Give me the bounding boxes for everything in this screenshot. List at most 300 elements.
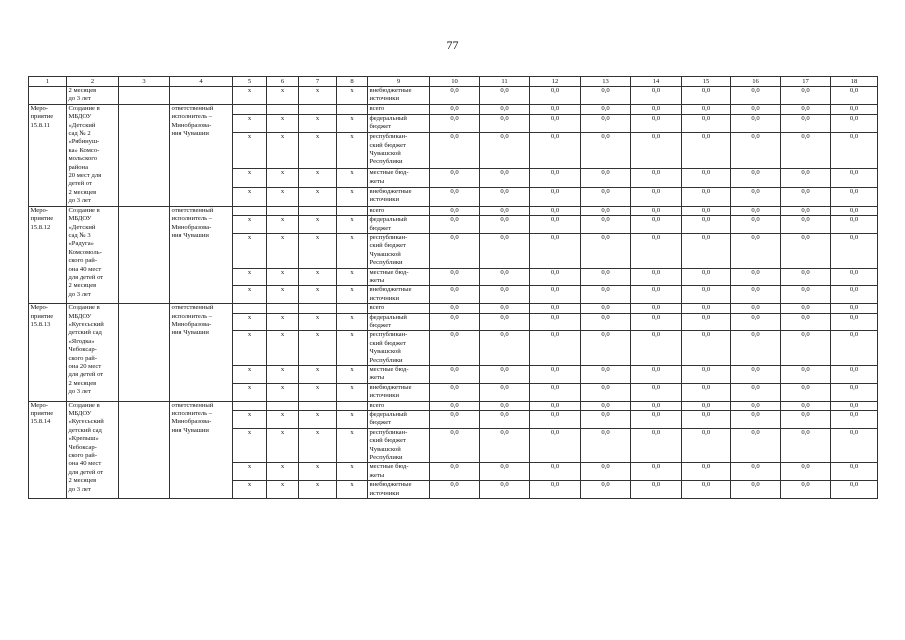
mark-cell	[299, 401, 337, 410]
value-cell: 0,0	[430, 216, 480, 234]
mark-cell: х	[233, 383, 267, 401]
value-cell: 0,0	[480, 331, 530, 366]
value-cell: 0,0	[731, 114, 781, 133]
mark-cell: х	[233, 411, 267, 429]
header-cell-7: 7	[299, 77, 337, 87]
cell-line: ского рай-	[68, 452, 98, 460]
measure-name-cell	[67, 104, 119, 206]
cell-line: 2 месяцев	[68, 379, 97, 387]
value-cell: 0,0	[781, 233, 831, 268]
mark-cell: х	[337, 463, 368, 481]
value-cell: 0,0	[430, 411, 480, 429]
cell-line: 20 мест для	[68, 172, 102, 180]
cell-line: внебюджетные	[369, 188, 412, 196]
mark-cell: х	[233, 233, 267, 268]
value-cell: 0,0	[581, 383, 631, 401]
value-cell: 0,0	[530, 383, 581, 401]
cell-line: Чувашской	[369, 348, 401, 356]
activity-id-cell	[29, 206, 67, 303]
value-cell: 0,0	[430, 286, 480, 304]
cell-line: «Детский	[68, 223, 96, 231]
cell-line: 15.8.11	[30, 121, 51, 129]
cell-line: Минобразова-	[171, 418, 212, 426]
funding-source-cell	[368, 133, 430, 169]
value-cell: 0,0	[731, 188, 781, 207]
value-cell: 0,0	[682, 313, 731, 331]
funding-source-cell	[368, 481, 430, 499]
mark-cell: х	[267, 463, 299, 481]
mark-cell	[337, 401, 368, 410]
mark-cell: х	[337, 331, 368, 366]
value-cell: 0,0	[831, 268, 878, 286]
cell-line: до 3 лет	[68, 485, 91, 493]
value-cell: 0,0	[581, 313, 631, 331]
mark-cell: х	[233, 216, 267, 234]
cell-line: Республики	[369, 454, 403, 462]
cell-line: Республики	[369, 158, 403, 166]
value-cell: 0,0	[480, 401, 530, 410]
cell-line: «Крепыш»	[68, 435, 99, 443]
value-cell: 0,0	[682, 366, 731, 384]
value-cell: 0,0	[631, 411, 682, 429]
mark-cell	[299, 104, 337, 114]
value-cell: 0,0	[831, 383, 878, 401]
value-cell: 0,0	[530, 87, 581, 105]
mark-cell: х	[299, 481, 337, 499]
mark-cell	[299, 304, 337, 313]
value-cell: 0,0	[731, 169, 781, 188]
cell-line: ка» Комсо-	[68, 146, 100, 154]
value-cell: 0,0	[430, 463, 480, 481]
mark-cell: х	[267, 331, 299, 366]
cell-line: ского рай-	[68, 257, 98, 265]
funding-source-cell	[368, 313, 430, 331]
header-cell-3: 3	[119, 77, 170, 87]
mark-cell: х	[233, 268, 267, 286]
value-cell: 0,0	[781, 383, 831, 401]
value-cell: 0,0	[682, 133, 731, 169]
value-cell: 0,0	[581, 304, 631, 313]
value-cell: 0,0	[430, 428, 480, 463]
header-cell-9: 9	[368, 77, 430, 87]
value-cell: 0,0	[631, 304, 682, 313]
cell-line: федеральный	[369, 313, 407, 321]
value-cell: 0,0	[831, 304, 878, 313]
value-cell: 0,0	[682, 428, 731, 463]
mark-cell: х	[233, 463, 267, 481]
mark-cell	[267, 206, 299, 215]
cell-line: местные бюд-	[369, 169, 409, 177]
value-cell: 0,0	[480, 216, 530, 234]
cell-line: сад № 2	[68, 130, 91, 138]
value-cell: 0,0	[581, 401, 631, 410]
mark-cell: х	[267, 313, 299, 331]
funding-source-cell	[368, 401, 430, 410]
mark-cell: х	[299, 233, 337, 268]
value-cell: 0,0	[781, 428, 831, 463]
cell-line: до 3 лет	[68, 388, 91, 396]
cell-line: ния Чувашии	[171, 426, 209, 434]
mark-cell: х	[299, 366, 337, 384]
cell-line: Чувашской	[369, 150, 401, 158]
header-cell-18: 18	[831, 77, 878, 87]
cell-line: ния Чувашии	[171, 329, 209, 337]
mark-cell: х	[299, 331, 337, 366]
value-cell: 0,0	[480, 188, 530, 207]
value-cell: 0,0	[631, 133, 682, 169]
value-cell: 0,0	[430, 366, 480, 384]
table-row	[29, 206, 878, 215]
cell-line: федеральный	[369, 114, 407, 122]
value-cell: 0,0	[480, 169, 530, 188]
mark-cell: х	[233, 313, 267, 331]
value-cell: 0,0	[631, 313, 682, 331]
header-cell-12: 12	[530, 77, 581, 87]
mark-cell: х	[299, 411, 337, 429]
value-cell: 0,0	[731, 401, 781, 410]
mark-cell: х	[337, 233, 368, 268]
value-cell: 0,0	[530, 216, 581, 234]
value-cell: 0,0	[781, 87, 831, 105]
value-cell: 0,0	[731, 206, 781, 215]
mark-cell	[233, 401, 267, 410]
mark-cell: х	[299, 463, 337, 481]
cell-line: жеты	[369, 471, 385, 479]
cell-line: Республики	[369, 259, 403, 267]
cell-line: ответственный	[171, 206, 214, 214]
value-cell: 0,0	[731, 383, 781, 401]
cell-line: Чебоксар-	[68, 346, 97, 354]
cell-line: внебюджетные	[369, 87, 412, 94]
cell-line: всего	[369, 304, 385, 312]
cell-line: Комсомоль-	[68, 248, 102, 256]
table-row	[29, 87, 878, 105]
value-cell: 0,0	[480, 286, 530, 304]
value-cell: 0,0	[480, 268, 530, 286]
header-cell-1: 1	[29, 77, 67, 87]
cell-line: источники	[369, 392, 399, 400]
mark-cell: х	[233, 428, 267, 463]
value-cell: 0,0	[530, 169, 581, 188]
mark-cell: х	[233, 133, 267, 169]
value-cell: 0,0	[831, 87, 878, 105]
value-cell: 0,0	[831, 169, 878, 188]
value-cell: 0,0	[731, 428, 781, 463]
value-cell: 0,0	[480, 313, 530, 331]
value-cell: 0,0	[480, 206, 530, 215]
mark-cell	[267, 104, 299, 114]
cell-line: сад № 3	[68, 231, 91, 239]
table-row	[29, 401, 878, 410]
cell-line: бюджет	[369, 123, 392, 131]
value-cell: 0,0	[530, 114, 581, 133]
value-cell: 0,0	[480, 304, 530, 313]
cell-line: ский бюджет	[369, 339, 406, 347]
funding-source-cell	[368, 206, 430, 215]
value-cell: 0,0	[731, 216, 781, 234]
cell-line: 2 месяцев	[68, 282, 97, 290]
cell-line: мольского	[68, 155, 98, 163]
table-row	[29, 304, 878, 313]
mark-cell: х	[337, 216, 368, 234]
funding-source-cell	[368, 383, 430, 401]
funding-source-cell	[368, 366, 430, 384]
value-cell: 0,0	[631, 169, 682, 188]
cell-line: федеральный	[369, 216, 407, 224]
cell-line: Меро-	[30, 206, 48, 214]
value-cell: 0,0	[682, 216, 731, 234]
header-cell-13: 13	[581, 77, 631, 87]
value-cell: 0,0	[430, 304, 480, 313]
header-cell-4: 4	[170, 77, 233, 87]
value-cell: 0,0	[530, 304, 581, 313]
value-cell: 0,0	[831, 463, 878, 481]
table-row	[29, 104, 878, 114]
funding-source-cell	[368, 411, 430, 429]
mark-cell: х	[267, 169, 299, 188]
funding-source-cell	[368, 463, 430, 481]
mark-cell: х	[337, 268, 368, 286]
cell-line: республикан-	[369, 428, 408, 436]
mark-cell: х	[267, 268, 299, 286]
value-cell: 0,0	[631, 463, 682, 481]
mark-cell	[267, 304, 299, 313]
value-cell: 0,0	[731, 463, 781, 481]
mark-cell	[337, 304, 368, 313]
funding-source-cell	[368, 268, 430, 286]
value-cell: 0,0	[631, 87, 682, 105]
value-cell: 0,0	[831, 411, 878, 429]
value-cell: 0,0	[682, 463, 731, 481]
cell-line: внебюджетные	[369, 286, 412, 294]
mark-cell: х	[233, 331, 267, 366]
funding-source-cell	[368, 331, 430, 366]
value-cell: 0,0	[682, 104, 731, 114]
mark-cell: х	[233, 188, 267, 207]
header-cell-15: 15	[682, 77, 731, 87]
value-cell: 0,0	[831, 114, 878, 133]
value-cell: 0,0	[430, 383, 480, 401]
value-cell: 0,0	[430, 169, 480, 188]
header-cell-5: 5	[233, 77, 267, 87]
mark-cell: х	[337, 428, 368, 463]
cell-line: источники	[369, 294, 399, 302]
value-cell: 0,0	[430, 114, 480, 133]
cell-line: источники	[369, 95, 399, 103]
cell-line: МБДОУ	[68, 410, 92, 418]
value-cell: 0,0	[581, 286, 631, 304]
value-cell: 0,0	[631, 268, 682, 286]
cell-line: для детей от	[68, 273, 104, 281]
value-cell: 0,0	[682, 188, 731, 207]
mark-cell: х	[299, 114, 337, 133]
cell-line: детский сад	[68, 329, 102, 337]
funding-source-cell	[368, 87, 430, 105]
value-cell: 0,0	[430, 233, 480, 268]
value-cell: 0,0	[781, 206, 831, 215]
cell-line: исполнитель –	[171, 410, 213, 418]
value-cell: 0,0	[682, 331, 731, 366]
value-cell: 0,0	[631, 233, 682, 268]
value-cell: 0,0	[631, 206, 682, 215]
value-cell: 0,0	[731, 133, 781, 169]
value-cell: 0,0	[731, 481, 781, 499]
value-cell: 0,0	[530, 401, 581, 410]
cell-line: республикан-	[369, 331, 408, 339]
funding-source-cell	[368, 428, 430, 463]
mark-cell: х	[267, 87, 299, 105]
cell-line: «Ягодка»	[68, 337, 95, 345]
value-cell: 0,0	[581, 428, 631, 463]
value-cell: 0,0	[430, 87, 480, 105]
value-cell: 0,0	[530, 481, 581, 499]
value-cell: 0,0	[831, 428, 878, 463]
cell-line: Чебоксар-	[68, 443, 97, 451]
mark-cell: х	[299, 428, 337, 463]
activity-id-cell	[29, 104, 67, 206]
mark-cell: х	[299, 268, 337, 286]
value-cell: 0,0	[530, 233, 581, 268]
cell-line: Чувашской	[369, 250, 401, 258]
header-cell-10: 10	[430, 77, 480, 87]
cell-line: жеты	[369, 374, 385, 382]
mark-cell: х	[337, 286, 368, 304]
value-cell: 0,0	[682, 169, 731, 188]
cell-line: ского рай-	[68, 354, 98, 362]
cell-line: республикан-	[369, 233, 408, 241]
col1-empty-cell	[29, 87, 67, 105]
value-cell: 0,0	[581, 169, 631, 188]
value-cell: 0,0	[430, 268, 480, 286]
cell-line: она 40 мест	[68, 265, 102, 273]
value-cell: 0,0	[581, 216, 631, 234]
cell-line: для детей от	[68, 371, 104, 379]
value-cell: 0,0	[631, 114, 682, 133]
cell-line: всего	[369, 401, 385, 409]
cell-line: Меро-	[30, 104, 48, 112]
cell-line: Чувашской	[369, 445, 401, 453]
cell-line: она 20 мест	[68, 363, 102, 370]
value-cell: 0,0	[581, 366, 631, 384]
value-cell: 0,0	[731, 304, 781, 313]
value-cell: 0,0	[631, 188, 682, 207]
cell-line: ский бюджет	[369, 437, 406, 445]
value-cell: 0,0	[731, 87, 781, 105]
value-cell: 0,0	[781, 169, 831, 188]
cell-line: приятие	[30, 410, 54, 418]
value-cell: 0,0	[781, 366, 831, 384]
mark-cell: х	[337, 188, 368, 207]
value-cell: 0,0	[631, 481, 682, 499]
value-cell: 0,0	[581, 188, 631, 207]
value-cell: 0,0	[781, 216, 831, 234]
cell-line: республикан-	[369, 133, 408, 141]
mark-cell: х	[337, 169, 368, 188]
mark-cell: х	[267, 216, 299, 234]
header-cell-6: 6	[267, 77, 299, 87]
cell-line: МБДОУ	[68, 113, 92, 121]
mark-cell	[233, 104, 267, 114]
mark-cell: х	[233, 286, 267, 304]
value-cell: 0,0	[581, 114, 631, 133]
cell-line: «Кугесьский	[68, 320, 104, 328]
value-cell: 0,0	[631, 216, 682, 234]
value-cell: 0,0	[731, 331, 781, 366]
value-cell: 0,0	[530, 313, 581, 331]
cell-line: бюджет	[369, 224, 392, 232]
value-cell: 0,0	[831, 401, 878, 410]
cell-line: приятие	[30, 113, 54, 121]
mark-cell: х	[299, 383, 337, 401]
header-cell-8: 8	[337, 77, 368, 87]
value-cell: 0,0	[831, 286, 878, 304]
mark-cell	[299, 206, 337, 215]
value-cell: 0,0	[581, 481, 631, 499]
cell-line: приятие	[30, 215, 54, 223]
cell-line: Минобразова-	[171, 121, 212, 129]
mark-cell: х	[337, 383, 368, 401]
value-cell: 0,0	[781, 331, 831, 366]
funding-source-cell	[368, 286, 430, 304]
budget-table	[28, 76, 878, 499]
funding-source-cell	[368, 188, 430, 207]
col3-empty-cell	[119, 104, 170, 206]
cell-line: всего	[369, 206, 385, 214]
value-cell: 0,0	[831, 481, 878, 499]
cell-line: ский бюджет	[369, 141, 406, 149]
cell-line: детей от	[68, 180, 92, 188]
value-cell: 0,0	[530, 331, 581, 366]
responsible-executor-cell	[170, 401, 233, 498]
cell-line: источники	[369, 196, 399, 204]
cell-line: МБДОУ	[68, 312, 92, 320]
value-cell: 0,0	[781, 304, 831, 313]
value-cell: 0,0	[530, 411, 581, 429]
value-cell: 0,0	[682, 233, 731, 268]
cell-line: исполнитель –	[171, 312, 213, 320]
cell-line: ответственный	[171, 304, 214, 312]
col3-empty-cell	[119, 206, 170, 303]
value-cell: 0,0	[631, 366, 682, 384]
header-cell-17: 17	[781, 77, 831, 87]
value-cell: 0,0	[731, 104, 781, 114]
cell-line: исполнитель –	[171, 113, 213, 121]
value-cell: 0,0	[480, 104, 530, 114]
cell-line: местные бюд-	[369, 366, 409, 373]
value-cell: 0,0	[430, 331, 480, 366]
page-number: 77	[446, 38, 459, 52]
cell-line: внебюджетные	[369, 481, 412, 489]
cell-line: приятие	[30, 312, 54, 320]
header-cell-16: 16	[731, 77, 781, 87]
cell-line: района	[68, 163, 89, 171]
value-cell: 0,0	[530, 104, 581, 114]
cell-line: «Рябинуш-	[68, 138, 100, 146]
value-cell: 0,0	[430, 401, 480, 410]
cell-line: Минобразова-	[171, 223, 212, 231]
mark-cell: х	[337, 481, 368, 499]
value-cell: 0,0	[430, 206, 480, 215]
value-cell: 0,0	[831, 233, 878, 268]
value-cell: 0,0	[581, 206, 631, 215]
header-cell-11: 11	[480, 77, 530, 87]
value-cell: 0,0	[430, 481, 480, 499]
cell-line: всего	[369, 104, 385, 112]
value-cell: 0,0	[781, 188, 831, 207]
value-cell: 0,0	[731, 268, 781, 286]
mark-cell	[233, 304, 267, 313]
cell-line: местные бюд-	[369, 268, 409, 276]
